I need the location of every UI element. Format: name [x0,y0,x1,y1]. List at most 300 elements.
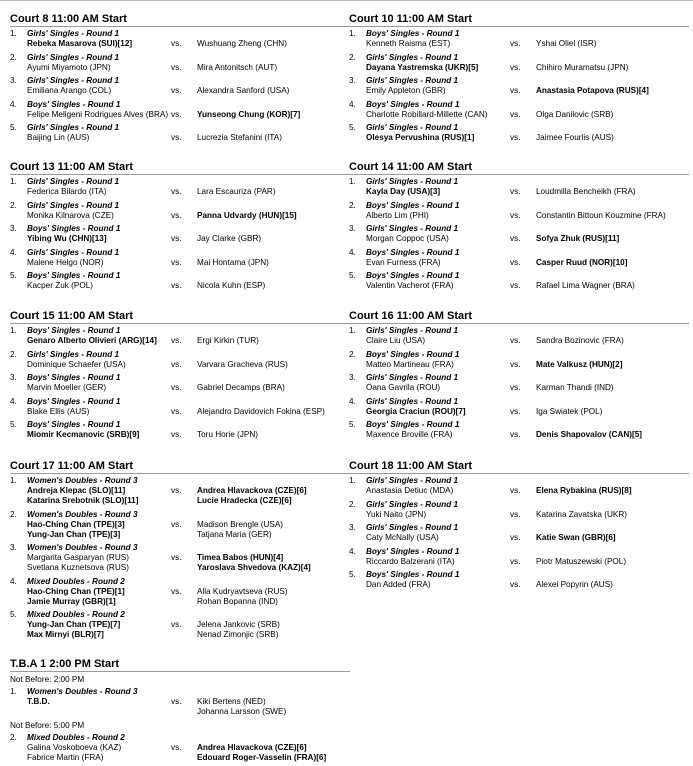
match-row [10,76,350,96]
left-side [366,420,521,440]
player-name: Ayumi Miyamoto (JPN) [27,62,111,72]
vs-label: vs. [510,336,521,346]
event-round: Girls' Singles - Round 1 [366,476,459,485]
left-side [27,510,182,541]
court-title: Court 15 11:00 AM Start [10,309,350,324]
player-name: Hao-Ching Chan (TPE)[3] [27,519,125,529]
match-row [10,350,350,370]
event-round: Girls' Singles - Round 1 [366,76,459,85]
match-row [10,53,350,73]
match-number: 3. [349,76,356,85]
right-side [197,587,357,607]
right-side [536,407,693,417]
player-name: Madison Brengle (USA) [197,519,284,529]
right-side [197,520,357,540]
right-side [536,383,693,393]
match-row [349,397,689,417]
right-side [536,187,693,197]
vs-label: vs. [510,281,521,291]
player-name: Yaroslava Shvedova (KAZ)[4] [197,563,311,573]
vs-label: vs. [171,187,182,197]
player-name: Jelena Jankovic (SRB) [197,620,280,630]
match-row [10,29,350,49]
match-row [10,100,350,120]
vs-label: vs. [171,553,182,563]
court-title: Court 13 11:00 AM Start [10,160,350,175]
right-side [197,697,357,717]
right-side [536,510,693,520]
match-number: 2. [349,349,356,359]
vs-label: vs. [171,620,182,630]
event-round: Girls' Singles - Round 1 [27,29,120,38]
match-number: 1. [10,29,17,38]
player-name: Varvara Gracheva (RUS) [197,359,288,369]
right-side [197,258,357,268]
left-side [27,76,182,96]
right-side [536,258,693,268]
match-row [349,76,689,96]
match-row [10,201,350,221]
event-round: Girls' Singles - Round 1 [366,177,459,186]
left-side [27,543,182,574]
player-name: Kiki Bertens (NED) [197,697,266,707]
vs-label: vs. [171,281,182,291]
player-name: Chihiro Muramatsu (JPN) [536,62,629,72]
player-name: Evan Furness (FRA) [366,257,441,267]
player-name: Johanna Larsson (SWE) [197,707,287,717]
vs-label: vs. [171,742,182,752]
left-side [27,373,182,393]
match-number: 5. [10,123,17,132]
player-name: Katarina Zavatska (UKR) [536,509,628,519]
court-16-block [349,309,689,444]
match-number: 5. [10,610,17,619]
match-number: 4. [349,396,356,406]
player-name: Baijing Lin (AUS) [27,133,90,143]
event-round: Girls' Singles - Round 1 [366,52,459,62]
right-side [197,430,357,440]
match-number: 5. [349,420,356,429]
event-round: Boys' Singles - Round 1 [366,200,460,210]
player-name: Yshai Oliel (ISR) [536,39,597,49]
player-name: Yung-Jan Chan (TPE)[7] [27,620,121,630]
left-side [366,29,521,49]
right-side [197,553,357,573]
match-row [10,543,350,573]
left-side [366,100,521,120]
event-round: Girls' Singles - Round 1 [366,123,459,132]
left-side [366,248,521,268]
player-name: Dayana Yastremska (UKR)[5] [366,62,479,72]
player-name: Katie Swan (GBR)[6] [536,533,616,543]
player-name: Dan Added (FRA) [366,580,431,590]
match-number: 2. [349,52,356,62]
vs-label: vs. [510,359,521,369]
event-round: Boys' Singles - Round 1 [366,247,460,257]
player-name: Kenneth Raisma (EST) [366,39,451,49]
right-side [197,86,357,96]
event-round: Boys' Singles - Round 1 [366,271,460,280]
vs-label: vs. [510,486,521,496]
event-round: Boys' Singles - Round 1 [27,420,121,429]
right-side [197,360,357,370]
player-name: Hao-Ching Chan (TPE)[1] [27,586,125,596]
player-name: Lucrezia Stefanini (ITA) [197,133,282,143]
player-name: Piotr Matuszewski (POL) [536,556,627,566]
left-side [27,350,182,370]
vs-label: vs. [510,257,521,267]
player-name: Alexandra Sanford (USA) [197,86,290,96]
match-number: 3. [349,373,356,382]
player-name: Panna Udvardy (HUN)[15] [197,210,297,220]
player-name: Alla Kudryavtseva (RUS) [197,586,288,596]
vs-label: vs. [171,406,182,416]
event-round: Mixed Doubles - Round 2 [27,576,125,586]
vs-label: vs. [510,580,521,590]
match-row [349,420,689,440]
player-name: Rohan Bopanna (IND) [197,596,279,606]
player-name: Elena Rybakina (RUS)[8] [536,486,632,496]
player-name: Caty McNally (USA) [366,533,439,543]
left-side [27,687,182,707]
player-name: Sofya Zhuk (RUS)[11] [536,234,620,244]
event-round: Boys' Singles - Round 1 [366,29,460,38]
player-name: Federica Bilardo (ITA) [27,187,107,197]
match-number: 4. [10,396,17,406]
player-name: Matteo Martineau (FRA) [366,359,454,369]
match-row [10,397,350,417]
event-round: Women's Doubles - Round 3 [27,687,138,696]
left-side [27,123,182,143]
player-name: Mai Hontama (JPN) [197,257,269,267]
right-side [536,281,693,291]
event-round: Boys' Singles - Round 1 [366,349,460,359]
right-side [536,110,693,120]
match-number: 1. [10,476,17,485]
vs-label: vs. [510,406,521,416]
match-row [10,687,350,717]
match-row [349,248,689,268]
player-name: Rafael Lima Wagner (BRA) [536,281,635,291]
left-side [366,373,521,393]
player-name: Ergi Kirkin (TUR) [197,336,259,346]
left-side [366,397,521,417]
right-side [197,110,357,120]
player-name: Alexei Popyrin (AUS) [536,580,613,590]
right-side [536,133,693,143]
left-side [27,100,182,120]
event-round: Girls' Singles - Round 1 [366,326,459,335]
left-side [366,53,521,73]
event-round: Boys' Singles - Round 1 [27,224,121,233]
player-name: Riccardo Balzerani (ITA) [366,556,455,566]
player-name: Edouard Roger-Vasselin (FRA)[6] [197,752,327,762]
not-before-time: Not Before: 5:00 PM [10,720,85,730]
event-round: Boys' Singles - Round 1 [27,99,121,109]
player-name: Yunseong Chung (KOR)[7] [197,109,301,119]
match-number: 3. [10,76,17,85]
match-number: 5. [349,570,356,579]
vs-label: vs. [171,336,182,346]
right-side [197,407,357,417]
event-round: Boys' Singles - Round 1 [366,99,460,109]
player-name: Kayla Day (USA)[3] [366,187,441,197]
match-number: 2. [349,200,356,210]
court-18-block [349,459,689,594]
player-name: Svetlana Kuznetsova (RUS) [27,563,129,573]
event-round: Girls' Singles - Round 1 [27,123,120,132]
left-side [366,224,521,244]
player-name: Lara Escauriza (PAR) [197,187,276,197]
court-title: T.B.A 1 2:00 PM Start [10,657,350,672]
vs-label: vs. [171,359,182,369]
match-number: 4. [349,247,356,257]
left-side [27,326,182,346]
match-row [349,350,689,370]
right-side [536,430,693,440]
player-name: Denis Shapovalov (CAN)[5] [536,430,642,440]
player-name: Gabriel Decamps (BRA) [197,383,285,393]
left-side [366,271,521,291]
left-side [366,326,521,346]
player-name: Mira Antonitsch (AUT) [197,62,278,72]
match-number: 5. [10,420,17,429]
player-name: Katarina Srebotnik (SLO)[11] [27,496,139,506]
vs-label: vs. [510,133,521,143]
player-name: Andreja Klepac (SLO)[11] [27,486,126,496]
vs-label: vs. [171,39,182,49]
event-round: Girls' Singles - Round 1 [27,52,120,62]
not-before-time: Not Before: 2:00 PM [10,675,85,684]
event-round: Girls' Singles - Round 1 [366,373,459,382]
match-number: 1. [349,326,356,335]
right-side [197,336,357,346]
match-number: 5. [349,123,356,132]
match-row [349,201,689,221]
right-side [197,211,357,221]
player-name: Malene Helgo (NOR) [27,257,104,267]
right-side [197,281,357,291]
vs-label: vs. [510,62,521,72]
match-number: 2. [10,732,17,742]
player-name: Georgia Craciun (ROU)[7] [366,406,466,416]
vs-label: vs. [510,430,521,440]
left-side [27,577,182,608]
left-side [366,177,521,197]
player-name: Blake Ellis (AUS) [27,406,90,416]
player-name: Felipe Meligeni Rodrigues Alves (BRA) [27,109,169,119]
event-round: Boys' Singles - Round 1 [366,420,460,429]
court-15-block [10,309,350,444]
top-rule [0,0,693,1]
player-name: Jaimee Fourlis (AUS) [536,133,614,143]
player-name: Dominique Schaefer (USA) [27,359,126,369]
match-number: 4. [10,247,17,257]
right-side [536,63,693,73]
match-row [349,53,689,73]
match-number: 1. [10,687,17,696]
player-name: Genaro Alberto Olivieri (ARG)[14] [27,336,157,346]
right-side [536,336,693,346]
event-round: Girls' Singles - Round 1 [27,177,120,186]
vs-label: vs. [171,62,182,72]
match-number: 5. [349,271,356,280]
player-name: T.B.D. [27,697,50,707]
player-name: Anastasia Detiuc (MDA) [366,486,454,496]
vs-label: vs. [510,383,521,393]
event-round: Girls' Singles - Round 1 [366,499,459,509]
match-row [349,271,689,291]
match-number: 3. [10,224,17,233]
player-name: Loudmilla Bencheikh (FRA) [536,187,636,197]
left-side [366,350,521,370]
player-name: Yung-Jan Chan (TPE)[3] [27,529,121,539]
court-title: Court 14 11:00 AM Start [349,160,689,175]
event-round: Girls' Singles - Round 1 [366,523,459,532]
player-name: Monika Kilnarova (CZE) [27,210,114,220]
match-row [349,123,689,143]
vs-label: vs. [510,86,521,96]
vs-label: vs. [510,556,521,566]
match-row [10,420,350,440]
left-side [366,123,521,143]
player-name: Karman Thandi (IND) [536,383,614,393]
player-name: Miomir Kecmanovic (SRB)[9] [27,430,140,440]
player-name: Fabrice Martin (FRA) [27,752,104,762]
left-side [27,29,182,49]
event-round: Girls' Singles - Round 1 [27,349,120,359]
match-number: 1. [349,476,356,485]
vs-label: vs. [510,509,521,519]
match-row [349,547,689,567]
court-13-block [10,160,350,295]
right-side [197,486,357,506]
player-name: Yuki Naito (JPN) [366,509,427,519]
player-name: Constantin Bittoun Kouzmine (FRA) [536,210,666,220]
match-row [349,177,689,197]
left-side [27,224,182,244]
court-10-block [349,12,689,147]
player-name: Rebeka Masarova (SUI)[12] [27,39,133,49]
player-name: Nenad Zimonjic (SRB) [197,630,279,640]
left-side [27,248,182,268]
match-row [10,510,350,540]
match-row [349,373,689,393]
left-side [366,76,521,96]
event-round: Boys' Singles - Round 1 [27,396,121,406]
left-side [27,177,182,197]
match-number: 3. [10,543,17,552]
left-side [27,397,182,417]
event-round: Mixed Doubles - Round 2 [27,732,125,742]
vs-label: vs. [171,133,182,143]
event-round: Boys' Singles - Round 1 [366,570,460,579]
court-17-block [10,459,350,644]
match-row [10,224,350,244]
right-side [536,39,693,49]
match-row [10,577,350,607]
vs-label: vs. [171,430,182,440]
event-round: Boys' Singles - Round 1 [27,373,121,382]
event-round: Girls' Singles - Round 1 [366,396,459,406]
match-number: 2. [10,349,17,359]
match-number: 1. [349,29,356,38]
player-name: Olesya Pervushina (RUS)[1] [366,133,475,143]
event-round: Boys' Singles - Round 1 [27,271,121,280]
player-name: Emiliana Arango (COL) [27,86,112,96]
vs-label: vs. [171,234,182,244]
match-number: 2. [10,200,17,210]
left-side [27,201,182,221]
player-name: Toru Horie (JPN) [197,430,258,440]
vs-label: vs. [510,210,521,220]
right-side [197,187,357,197]
match-row [10,476,350,506]
left-side [366,523,521,543]
match-number: 4. [10,576,17,586]
player-name: Mate Valkusz (HUN)[2] [536,359,623,369]
player-name: Lucie Hradecka (CZE)[6] [197,496,292,506]
vs-label: vs. [510,533,521,543]
player-name: Anastasia Potapova (RUS)[4] [536,86,649,96]
vs-label: vs. [171,519,182,529]
court-title: Court 8 11:00 AM Start [10,12,350,27]
match-row [349,476,689,496]
player-name: Casper Ruud (NOR)[10] [536,257,628,267]
match-row [10,123,350,143]
tba-1-block [10,657,350,766]
vs-label: vs. [171,586,182,596]
match-row [349,100,689,120]
right-side [536,533,693,543]
event-round: Boys' Singles - Round 1 [366,546,460,556]
match-row [10,733,350,763]
vs-label: vs. [171,109,182,119]
player-name: Galina Voskoboeva (KAZ) [27,742,122,752]
right-side [536,234,693,244]
right-side [536,211,693,221]
right-side [197,234,357,244]
match-row [349,500,689,520]
vs-label: vs. [510,187,521,197]
player-name: Jamie Murray (GBR)[1] [27,596,116,606]
vs-label: vs. [171,257,182,267]
court-title: Court 10 11:00 AM Start [349,12,689,27]
court-8-block [10,12,350,147]
left-side [27,476,182,507]
match-row [10,248,350,268]
match-number: 4. [349,546,356,556]
right-side [536,86,693,96]
left-side [27,610,182,641]
player-name: Andrea Hlavackova (CZE)[6] [197,742,307,752]
player-name: Tatjana Maria (GER) [197,529,272,539]
match-row [349,224,689,244]
court-14-block [349,160,689,295]
event-round: Girls' Singles - Round 1 [27,247,120,257]
match-row [10,610,350,640]
match-row [349,570,689,590]
player-name: Yibing Wu (CHN)[13] [27,234,107,244]
match-row [349,326,689,346]
player-name: Maxence Broville (FRA) [366,430,453,440]
player-name: Valentin Vacherot (FRA) [366,281,454,291]
event-round: Mixed Doubles - Round 2 [27,610,125,619]
match-number: 2. [10,509,17,519]
left-side [27,420,182,440]
event-round: Women's Doubles - Round 3 [27,509,138,519]
match-number: 1. [10,326,17,335]
